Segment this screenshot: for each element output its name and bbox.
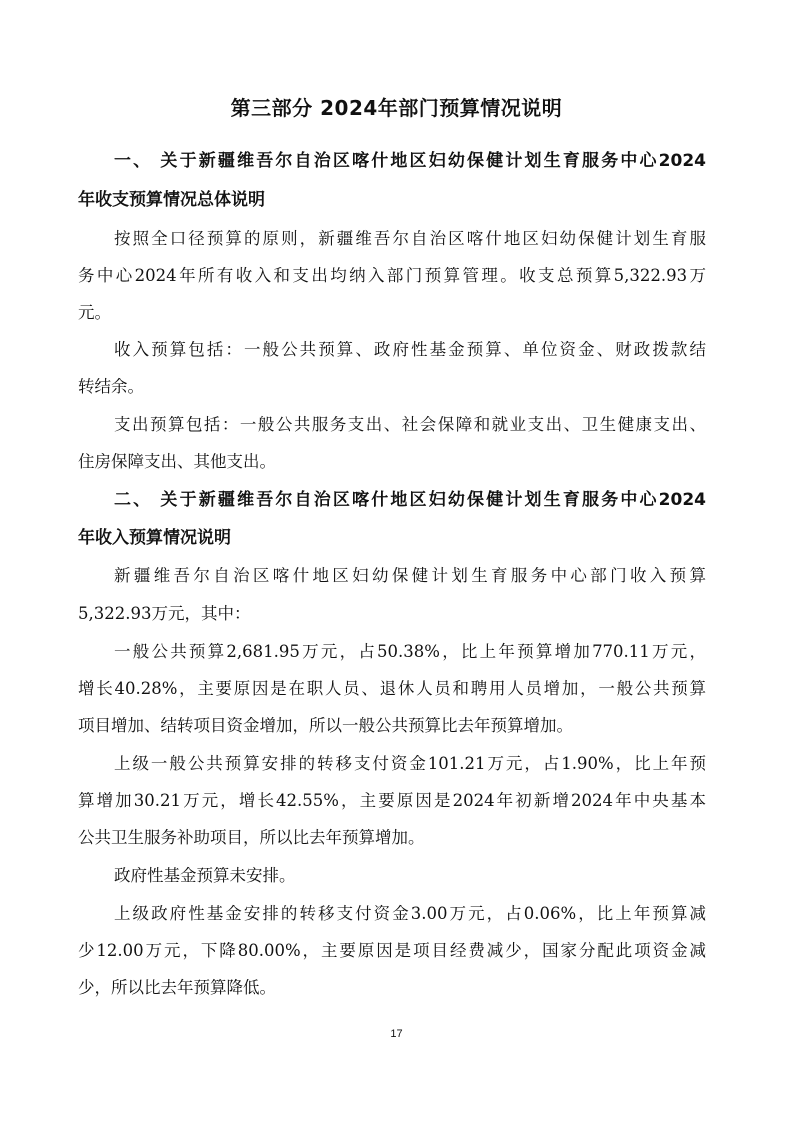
section-2-paragraph-4-line-1: 政府性基金预算未安排。: [114, 866, 296, 885]
section-2-paragraph-3-line-3: 公共卫生服务补助项目，所以比去年预算增加。: [78, 828, 425, 847]
page-title: 第三部分 2024年部门预算情况说明: [230, 96, 563, 120]
section-1-heading-line-2: 年收支预算情况总体说明: [78, 190, 265, 210]
section-1-paragraph-1-line-2: 务中心2024年所有收入和支出均纳入部门预算管理。收支总预算5,322.93万: [78, 266, 706, 285]
page-number: 17: [390, 1028, 403, 1040]
section-2-paragraph-5-line-1: 上级政府性基金安排的转移支付资金3.00万元，占0.06%，比上年预算减: [114, 904, 706, 923]
section-2-paragraph-2-line-2: 增长40.28%，主要原因是在职人员、退休人员和聘用人员增加，一般公共预算: [78, 679, 706, 698]
section-2-paragraph-1-line-1: 新疆维吾尔自治区喀什地区妇幼保健计划生育服务中心部门收入预算: [114, 566, 706, 585]
section-2-heading-line-1: 二、 关于新疆维吾尔自治区喀什地区妇幼保健计划生育服务中心2024: [114, 490, 706, 510]
section-1-paragraph-1-line-3: 元。: [78, 303, 111, 322]
section-2-paragraph-3-line-2: 算增加30.21万元，增长42.55%，主要原因是2024年初新增2024年中央基本: [78, 791, 706, 810]
section-1-paragraph-1-line-1: 按照全口径预算的原则，新疆维吾尔自治区喀什地区妇幼保健计划生育服: [114, 229, 706, 248]
section-2-paragraph-2-line-1: 一般公共预算2,681.95万元，占50.38%，比上年预算增加770.11万元，: [114, 642, 706, 661]
section-2-paragraph-5-line-3: 少，所以比去年预算降低。: [78, 978, 276, 997]
section-1-heading-line-1: 一、 关于新疆维吾尔自治区喀什地区妇幼保健计划生育服务中心2024: [114, 151, 706, 171]
section-1-paragraph-2-line-1: 收入预算包括：一般公共预算、政府性基金预算、单位资金、财政拨款结: [114, 340, 706, 359]
section-2-paragraph-5-line-2: 少12.00万元，下降80.00%，主要原因是项目经费减少，国家分配此项资金减: [78, 941, 706, 960]
section-2-paragraph-3-line-1: 上级一般公共预算安排的转移支付资金101.21万元，占1.90%，比上年预: [114, 754, 706, 773]
section-2-paragraph-1-line-2: 5,322.93万元，其中：: [78, 604, 251, 623]
section-1-paragraph-3-line-2: 住房保障支出、其他支出。: [78, 452, 276, 471]
section-1-paragraph-3-line-1: 支出预算包括：一般公共服务支出、社会保障和就业支出、卫生健康支出、: [114, 415, 706, 434]
section-2-heading-line-2: 年收入预算情况说明: [78, 528, 231, 548]
section-2-paragraph-2-line-3: 项目增加、结转项目资金增加，所以一般公共预算比去年预算增加。: [78, 716, 573, 735]
section-1-paragraph-2-line-2: 转结余。: [78, 377, 144, 396]
